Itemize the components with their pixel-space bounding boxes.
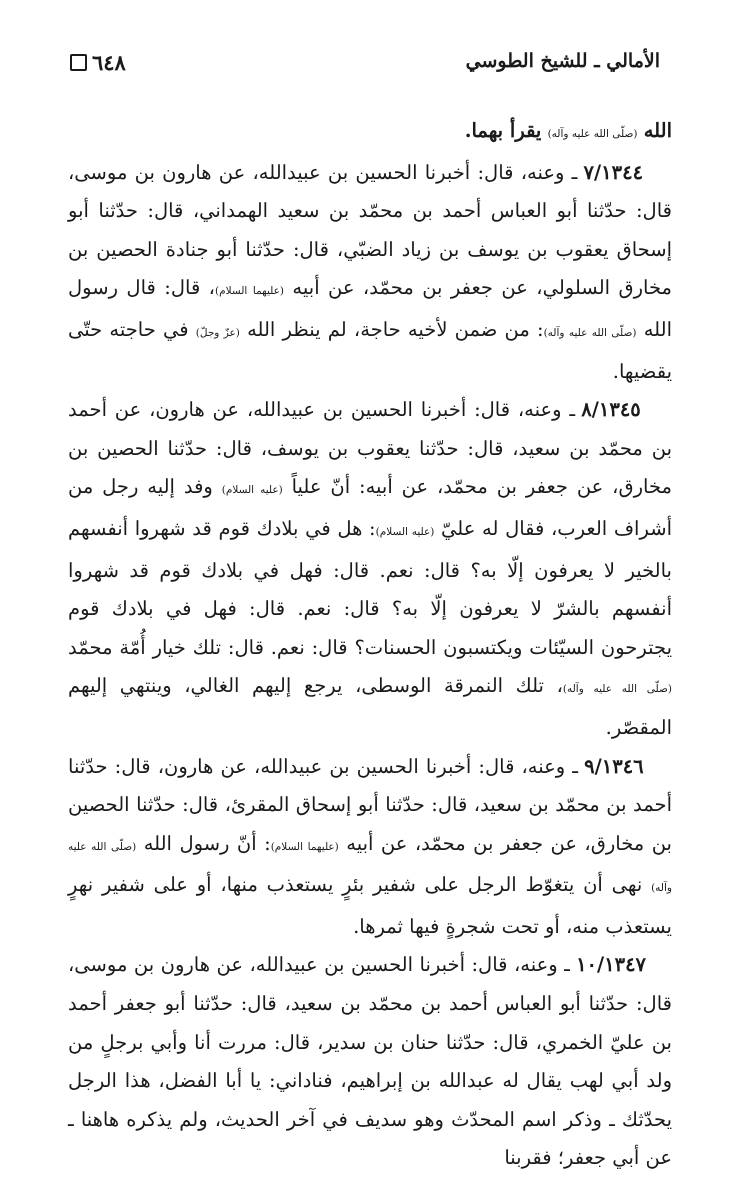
body-text — [68, 112, 672, 1178]
hadith-1345: ٨/١٣٤٥ ـ وعنه، قال: أخبرنا الحسين بن عبيدالله، عن هارون، عن أحمد بن محمّد بن سعيد، قال: حدّثنا يعقوب بن يوسف، قال: حدّثنا الحصين بن مخارق، عن جعفر بن محمّد، عن أبيه: أنّ علياً (عليه السلام) وفد إليه رجل من أشراف العرب، فقال له عليّ (عليه السلام): هل في بلادك قوم قد شهروا أنفسهم بالخير لا يعرفون إلّا به؟ قال: نعم. قال: فهل في بلادك قوم قد شهروا أنفسهم بالشرّ لا يعرفون إلّا به؟ قال: نعم. قال: فهل في بلادك قوم يجترحون السيّئات ويكتسبون الحسنات؟ قال: نعم. قال: تلك خيار أُمّة محمّد (صلّى الله عليه وآله)، تلك النمرقة الوسطى، يرجع إليهم الغالي، وينتهي إليهم المقصّر. — [68, 398, 672, 739]
running-title: الأمالي ـ للشيخ الطوسي — [465, 50, 660, 72]
hadith-number: ٩/١٣٤٦ — [584, 754, 644, 778]
hadith-1346: ٩/١٣٤٦ ـ وعنه، قال: أخبرنا الحسين بن عبيدالله، عن هارون، قال: حدّثنا أحمد بن محمّد بن سعيد، قال: حدّثنا أبو إسحاق المقرئ، قال: حدّثنا الحصين بن مخارق، عن جعفر بن محمّد، عن أبيه (عليهما السلام): أنّ رسول الله (صلّى الله عليه وآله) نهى أن يتغوّط الرجل على شفير بئرٍ يستعذب منها، أو على شفير نهرٍ يستعذب منه، أو تحت شجرةٍ فيها ثمرها. — [68, 754, 672, 938]
hadith-1344: ٧/١٣٤٤ ـ وعنه، قال: أخبرنا الحسين بن عبيدالله، عن هارون بن موسى، قال: حدّثنا أبو العباس أحمد بن محمّد بن سعيد الهمداني، قال: حدّثنا أبو إسحاق يعقوب بن يوسف بن زياد الضبّي، قال: حدّثنا أبو جنادة الحصين بن مخارق السلولي، عن جعفر بن محمّد، عن أبيه (عليهما السلام)، قال: قال رسول الله (صلّى الله عليه وآله): من ضمن لأخيه حاجة، لم ينظر الله (عزّ وجلّ) في حاجته حتّى يقضيها. — [68, 160, 672, 383]
page-box-icon — [70, 54, 87, 71]
hadith-number: ٧/١٣٤٤ — [583, 160, 644, 184]
paragraph-continuation: الله (صلّى الله عليه وآله) يقرأ بهما. — [464, 119, 672, 142]
page-header — [70, 48, 660, 78]
page-number: ٦٤٨ — [70, 50, 126, 75]
hadith-1347: ١٠/١٣٤٧ ـ وعنه، قال: أخبرنا الحسين بن عبيدالله، عن هارون بن موسى، قال: حدّثنا أبو العباس أحمد بن محمّد بن سعيد، قال: حدّثنا أبو جعفر أحمد بن عليّ الخمري، قال: حدّثنا حنان بن سدير، قال: مررت أنا وأبي برجلٍ من ولد أبي لهب يقال له عبدالله بن إبراهيم، فناداني: يا أبا الفضل، هذا الرجل يحدّثك ـ وذكر اسم المحدّث وهو سديف في آخر الحديث، ولم يذكره هاهنا ـ عن أبي جعفر؛ فقربنا — [68, 953, 672, 1170]
hadith-number: ١٠/١٣٤٧ — [576, 953, 647, 977]
hadith-number: ٨/١٣٤٥ — [581, 398, 641, 422]
